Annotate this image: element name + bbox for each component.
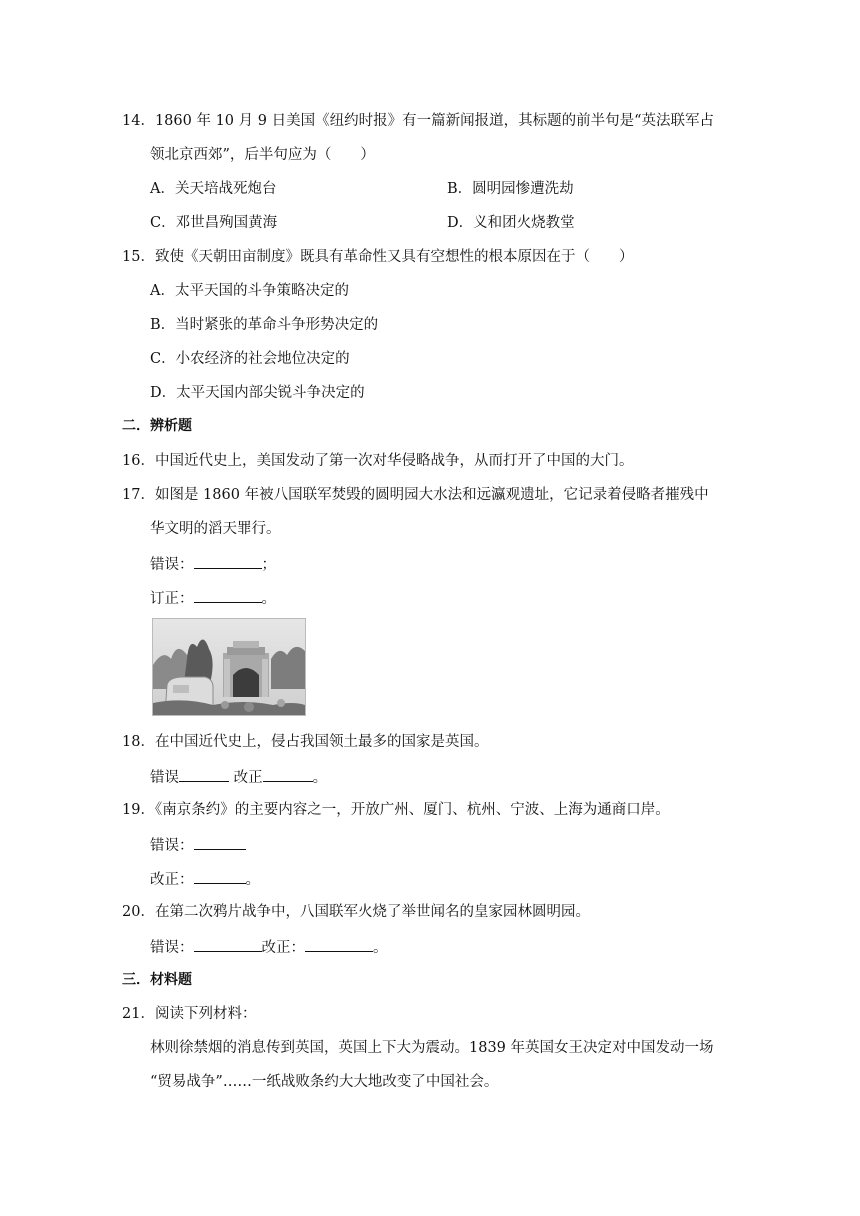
q17-fix-line	[150, 587, 276, 609]
q21-material-line2: “贸易战争”……一纸战败条约大大地改变了中国社会。	[150, 1074, 499, 1090]
q15-option-c: C．小农经济的社会地位决定的	[150, 351, 350, 367]
q18-error-label: 错误	[150, 770, 179, 786]
q18-fix-label: 改正	[229, 770, 263, 786]
q18-error-blank[interactable]	[179, 766, 229, 782]
q14-option-d: D．义和团火烧教堂	[447, 215, 575, 231]
q19-fix-end: 。	[245, 872, 260, 888]
q14-stem-line1: 14．1860 年 10 月 9 日美国《纽约时报》有一篇新闻报道，其标题的前半句是“英法联军占	[122, 113, 714, 129]
q20-stem: 20．在第二次鸦片战争中，八国联军火烧了举世闻名的皇家园林圆明园。	[122, 904, 590, 920]
q20-error-label: 错误：	[150, 940, 194, 956]
q15-option-d: D．太平天国内部尖锐斗争决定的	[150, 385, 365, 401]
q16-stem: 16．中国近代史上，美国发动了第一次对华侵略战争，从而打开了中国的大门。	[122, 453, 634, 469]
q19-fix-label: 改正：	[150, 872, 194, 888]
q15-option-b: B．当时紧张的革命斗争形势决定的	[150, 317, 379, 333]
q17-error-blank[interactable]	[194, 553, 262, 569]
q21-stem: 21．阅读下列材料：	[122, 1006, 257, 1022]
q21-material-line1: 林则徐禁烟的消息传到英国，英国上下大为震动。1839 年英国女王决定对中国发动一场	[150, 1040, 714, 1056]
q19-error-label: 错误：	[150, 838, 194, 854]
q15-stem: 15．致使《天朝田亩制度》既具有革命性又具有空想性的根本原因在于（ ）	[122, 249, 634, 265]
yuanmingyuan-ruins-photo	[152, 618, 306, 716]
q17-fix-end: 。	[261, 591, 276, 607]
q15-option-a: A．太平天国的斗争策略决定的	[150, 283, 349, 299]
q18-fix-blank[interactable]	[263, 766, 313, 782]
q19-fix-line	[150, 868, 260, 890]
q17-error-line	[150, 553, 276, 575]
q20-answer-line	[150, 936, 388, 958]
q20-fix-label: 改正：	[261, 940, 305, 956]
q19-stem: 19．《南京条约》的主要内容之一，开放广州、厦门、杭州、宁波、上海为通商口岸。	[122, 802, 670, 818]
q17-stem-line1: 17．如图是 1860 年被八国联军焚毁的圆明园大水法和远瀛观遗址，它记录着侵略者摧残中	[122, 487, 709, 503]
q17-fix-label: 订正：	[150, 591, 194, 607]
q19-error-line	[150, 834, 246, 856]
section2-title: 二．辨析题	[122, 418, 192, 434]
q14-option-b: B．圆明园惨遭洗劫	[447, 181, 574, 197]
q14-option-c: C．邓世昌殉国黄海	[150, 215, 278, 231]
q14-stem-line2: 领北京西郊”，后半句应为（ ）	[150, 147, 375, 163]
q20-end: 。	[373, 940, 388, 956]
q17-fix-blank[interactable]	[194, 587, 262, 603]
q19-error-blank[interactable]	[194, 834, 246, 850]
q17-error-label: 错误：	[150, 557, 194, 573]
q18-answer-line	[150, 766, 327, 788]
q20-error-blank[interactable]	[194, 936, 262, 952]
q19-fix-blank[interactable]	[194, 868, 246, 884]
q18-end: 。	[312, 770, 328, 786]
q17-error-end: ；	[261, 557, 276, 573]
q17-stem-line2: 华文明的滔天罪行。	[150, 521, 281, 537]
q14-option-a: A．关天培战死炮台	[150, 181, 277, 197]
section3-title: 三．材料题	[122, 972, 192, 988]
q18-stem: 18．在中国近代史上，侵占我国领土最多的国家是英国。	[122, 734, 489, 750]
q20-fix-blank[interactable]	[305, 936, 373, 952]
ruins-photo-graphic	[153, 619, 305, 715]
